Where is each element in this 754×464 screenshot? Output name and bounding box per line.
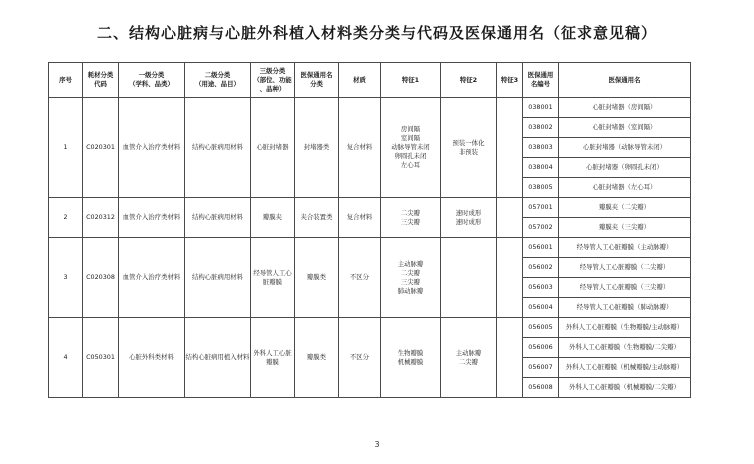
row-seq: 3 <box>49 238 83 318</box>
row-material: 复合材料 <box>339 198 381 238</box>
row-level3: 心脏封堵器 <box>251 98 295 198</box>
generic-name: 外科人工心脏瓣膜（生物瓣膜/二尖瓣） <box>559 338 690 358</box>
row-feature1: 生物瓣膜 机械瓣膜 <box>381 318 441 398</box>
row-category: 瓣膜类 <box>295 238 339 318</box>
row-level2: 结构心脏病用材料 <box>185 198 251 238</box>
generic-name: 外科人工心脏瓣膜（机械瓣膜/主动脉瓣） <box>559 358 690 378</box>
header-feature2: 特征2 <box>441 63 497 98</box>
row-level1: 血管介入治疗类材料 <box>119 198 185 238</box>
generic-name: 瓣膜夹（二尖瓣） <box>559 198 690 218</box>
generic-name: 经导管人工心脏瓣膜（肺动脉瓣） <box>576 303 673 311</box>
row-names <box>559 238 691 318</box>
row-level2: 结构心脏病用材料 <box>185 238 251 318</box>
row-feature1: 房间隔 室间隔 动脉导管未闭 卵圆孔未闭 左心耳 <box>381 98 441 198</box>
page-title: 二、结构心脏病与心脏外科植入材料类分类与代码及医保通用名（征求意见稿） <box>96 24 657 42</box>
name-code: 056006 <box>523 338 558 358</box>
name-code: 056002 <box>523 258 558 278</box>
generic-name: 心脏封堵器（室间隔） <box>559 118 690 138</box>
header-feature3: 特征3 <box>497 63 523 98</box>
row-feature3 <box>497 98 523 198</box>
header-name-code: 医保通用 名编号 <box>523 63 559 98</box>
header-code: 耗材分类 代码 <box>83 63 119 98</box>
generic-name: 心脏封堵器（房间隔） <box>559 98 690 118</box>
table-header-row <box>49 63 691 98</box>
row-name-codes <box>523 318 559 398</box>
generic-name: 经导管人工心脏瓣膜（三尖瓣） <box>559 278 690 298</box>
generic-name: 外科人工心脏瓣膜（生物瓣膜/主动脉瓣） <box>559 318 690 338</box>
row-feature2 <box>441 238 497 318</box>
name-code: 038003 <box>523 138 558 158</box>
generic-name: 经导管人工心脏瓣膜（主动脉瓣） <box>559 238 690 258</box>
row-code: C020308 <box>83 238 119 318</box>
table-row <box>49 238 691 318</box>
classification-table <box>48 62 691 398</box>
row-material: 不区分 <box>339 318 381 398</box>
generic-name: 心脏封堵器（左心耳） <box>592 183 657 191</box>
row-feature3 <box>497 238 523 318</box>
row-level2: 结构心脏病用材料 <box>185 98 251 198</box>
row-names <box>559 318 691 398</box>
row-name-codes <box>523 198 559 238</box>
header-level3: 三级分类 （部位、功能 、品种） <box>251 63 295 98</box>
name-code: 057002 <box>528 223 553 231</box>
row-level1: 血管介入治疗类材料 <box>119 98 185 198</box>
name-code: 057001 <box>523 198 558 218</box>
generic-name: 外科人工心脏瓣膜（机械瓣膜/二尖瓣） <box>569 383 680 391</box>
page-number: 3 <box>374 440 380 449</box>
name-code: 056001 <box>523 238 558 258</box>
header-name: 医保通用名 <box>559 63 691 98</box>
row-code: C020312 <box>83 198 119 238</box>
row-level3: 瓣膜夹 <box>251 198 295 238</box>
table-row <box>49 318 691 398</box>
header-category: 医保通用名 分类 <box>295 63 339 98</box>
name-code: 038005 <box>528 183 553 191</box>
row-level3: 经导管人工心脏瓣膜 <box>251 238 295 318</box>
name-code: 038004 <box>523 158 558 178</box>
name-code: 056007 <box>523 358 558 378</box>
row-feature1: 主动脉瓣 二尖瓣 三尖瓣 肺动脉瓣 <box>381 238 441 318</box>
row-seq: 4 <box>49 318 83 398</box>
name-code: 056008 <box>528 383 553 391</box>
header-material: 材质 <box>339 63 381 98</box>
row-seq: 1 <box>49 98 83 198</box>
header-feature1: 特征1 <box>381 63 441 98</box>
row-code: C020301 <box>83 98 119 198</box>
row-feature3 <box>497 318 523 398</box>
row-feature2: 预装一体化 非预装 <box>441 98 497 198</box>
row-names <box>559 198 691 238</box>
header-seq: 序号 <box>49 63 83 98</box>
row-feature2: 主动脉瓣 二尖瓣 <box>441 318 497 398</box>
name-code: 038002 <box>523 118 558 138</box>
row-level1: 血管介入治疗类材料 <box>119 238 185 318</box>
row-names <box>559 98 691 198</box>
row-category: 封堵器类 <box>295 98 339 198</box>
name-code: 056004 <box>528 303 553 311</box>
header-level2: 二级分类 （用途、品目） <box>185 63 251 98</box>
row-seq: 2 <box>49 198 83 238</box>
name-code: 056005 <box>523 318 558 338</box>
row-code: C050301 <box>83 318 119 398</box>
row-material: 复合材料 <box>339 98 381 198</box>
generic-name: 心脏封堵器（卵圆孔未闭） <box>559 158 690 178</box>
generic-name: 心脏封堵器（动脉导管未闭） <box>559 138 690 158</box>
row-name-codes <box>523 98 559 198</box>
table-row <box>49 198 691 238</box>
row-feature3 <box>497 198 523 238</box>
row-level1: 心脏外科类材料 <box>119 318 185 398</box>
row-category: 瓣膜类 <box>295 318 339 398</box>
generic-name: 瓣膜夹（三尖瓣） <box>598 223 651 231</box>
row-feature1: 二尖瓣 三尖瓣 <box>381 198 441 238</box>
row-level2: 结构心脏病用植入材料 <box>185 318 251 398</box>
generic-name: 经导管人工心脏瓣膜（二尖瓣） <box>559 258 690 278</box>
name-code: 056003 <box>523 278 558 298</box>
row-feature2: 速时成形 速时成形 <box>441 198 497 238</box>
row-name-codes <box>523 238 559 318</box>
table-row <box>49 98 691 198</box>
name-code: 038001 <box>523 98 558 118</box>
header-level1: 一级分类 （学科、品类） <box>119 63 185 98</box>
row-level3: 外科人工心脏瓣膜 <box>251 318 295 398</box>
row-category: 夹合装置类 <box>295 198 339 238</box>
row-material: 不区分 <box>339 238 381 318</box>
